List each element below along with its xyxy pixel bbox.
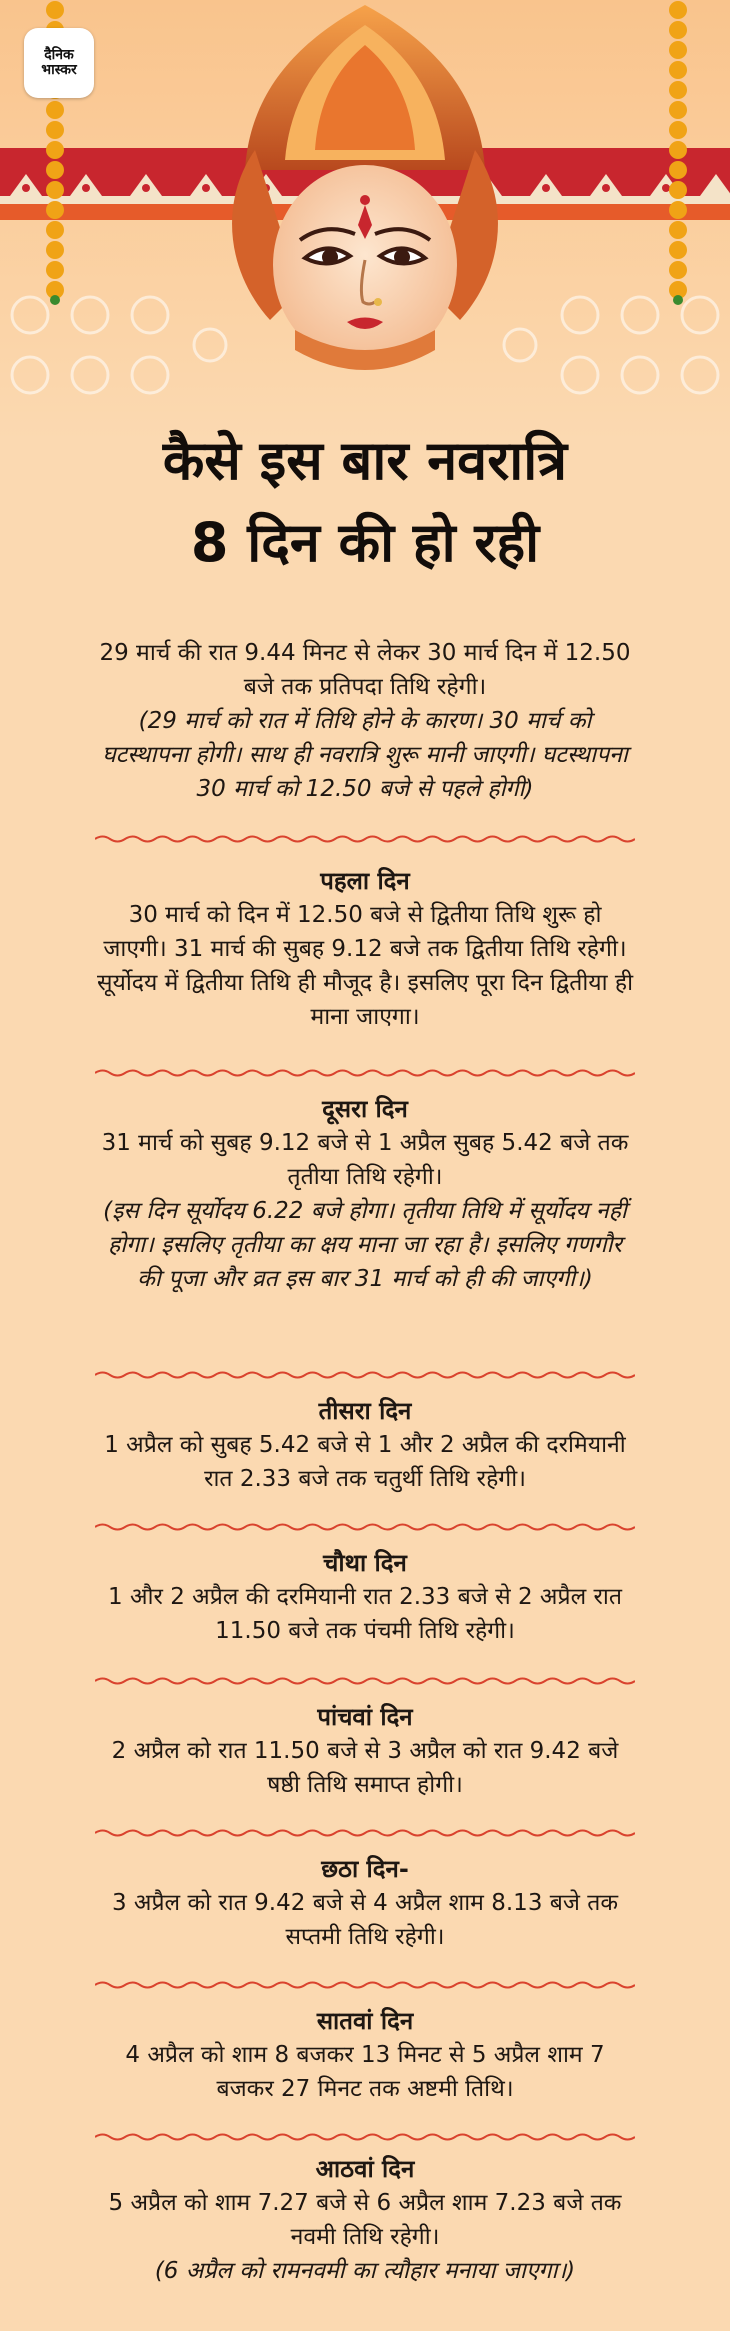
day-8-section <box>95 2152 635 2288</box>
day-7-body: 4 अप्रैल को शाम 8 बजकर 13 मिनट से 5 अप्रैल शाम 7 बजकर 27 मिनट तक अष्टमी तिथि। <box>125 2042 605 2102</box>
day-5-body: 2 अप्रैल को रात 11.50 बजे से 3 अप्रैल को रात 9.42 बजे षष्ठी तिथि समाप्त होगी। <box>111 1738 619 1798</box>
wavy-divider <box>95 834 635 844</box>
wavy-divider <box>95 1980 635 1990</box>
intro-section <box>95 636 635 806</box>
day-2-heading: दूसरा दिन <box>322 1095 408 1123</box>
day-2-section <box>95 1092 635 1296</box>
durga-illustration <box>0 0 730 440</box>
logo-text-line1: दैनिक <box>44 47 74 64</box>
wavy-divider <box>95 1370 635 1380</box>
day-5-heading: पांचवां दिन <box>317 1703 413 1731</box>
day-6-section <box>95 1852 635 1954</box>
festival-banner <box>0 0 730 440</box>
wavy-divider <box>95 1522 635 1532</box>
day-6-body: 3 अप्रैल को रात 9.42 बजे से 4 अप्रैल शाम 8.13 बजे तक सप्तमी तिथि रहेगी। <box>111 1890 619 1950</box>
day-3-heading: तीसरा दिन <box>318 1397 412 1425</box>
wavy-divider <box>95 1068 635 1078</box>
day-1-body: 30 मार्च को दिन में 12.50 बजे से द्वितीया तिथि शुरू हो जाएगी। 31 मार्च की सुबह 9.12 बजे तक द्वितीया तिथि रहेगी। सूर्योदय में द्वितीया तिथि ही मौजूद है। इसलिए पूरा दिन द्वितीया ही माना जाएगा। <box>96 902 634 1030</box>
day-4-body: 1 और 2 अप्रैल की दरमियानी रात 2.33 बजे से 2 अप्रैल रात 11.50 बजे तक पंचमी तिथि रहेगी। <box>108 1584 622 1644</box>
wavy-divider <box>95 2132 635 2142</box>
title-line-2: 8 दिन की हो रही <box>190 511 540 574</box>
day-1-section <box>95 864 635 1034</box>
title-line-1: कैसे इस बार नवरात्रि <box>162 429 568 492</box>
day-3-body: 1 अप्रैल को सुबह 5.42 बजे से 1 और 2 अप्रैल की दरमियानी रात 2.33 बजे तक चतुर्थी तिथि रहेगी। <box>104 1432 626 1492</box>
intro-note: (29 मार्च को रात में तिथि होने के कारण। 30 मार्च को घटस्थापना होगी। साथ ही नवरात्रि शुरू मानी जाएगी। घटस्थापना 30 मार्च को 12.50 बजे से पहले होगी) <box>102 708 628 802</box>
day-4-heading: चौथा दिन <box>323 1549 407 1577</box>
day-6-heading: छठा दिन- <box>321 1855 409 1883</box>
day-3-section <box>95 1394 635 1496</box>
intro-body: 29 मार्च की रात 9.44 मिनट से लेकर 30 मार्च दिन में 12.50 बजे तक प्रतिपदा तिथि रहेगी। <box>99 640 631 700</box>
day-2-note: (इस दिन सूर्योदय 6.22 बजे होगा। तृतीया तिथि में सूर्योदय नहीं होगा। इसलिए तृतीया का क्षय माना जा रहा है। इसलिए गणगौर की पूजा और व्रत इस बार 31 मार्च को ही की जाएगी।) <box>103 1198 627 1292</box>
day-8-body: 5 अप्रैल को शाम 7.27 बजे से 6 अप्रैल शाम 7.23 बजे तक नवमी तिथि रहेगी। <box>108 2190 622 2250</box>
logo-text-line2: भास्कर <box>41 62 77 78</box>
day-7-section <box>95 2004 635 2106</box>
page-title <box>0 420 730 584</box>
day-2-body: 31 मार्च को सुबह 9.12 बजे से 1 अप्रैल सुबह 5.42 बजे तक तृतीया तिथि रहेगी। <box>101 1130 629 1190</box>
day-8-note: (6 अप्रैल को रामनवमी का त्यौहार मनाया जाएगा।) <box>154 2258 576 2284</box>
day-7-heading: सातवां दिन <box>316 2007 414 2035</box>
dainik-bhaskar-logo[interactable] <box>24 28 94 98</box>
wavy-divider <box>95 1676 635 1686</box>
wavy-divider <box>95 1828 635 1838</box>
day-1-heading: पहला दिन <box>320 867 410 895</box>
day-4-section <box>95 1546 635 1648</box>
day-8-heading: आठवां दिन <box>315 2155 415 2183</box>
day-5-section <box>95 1700 635 1802</box>
